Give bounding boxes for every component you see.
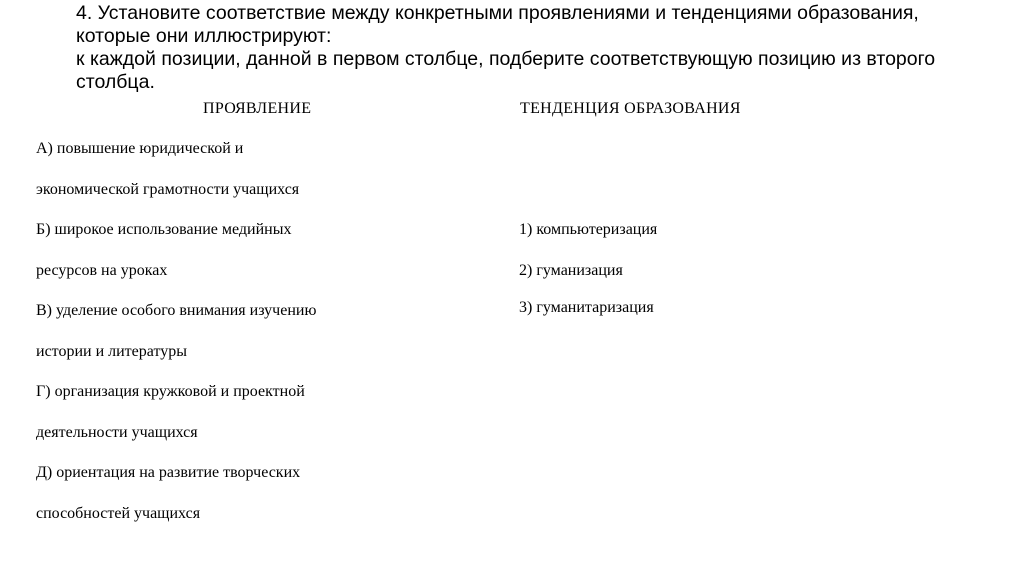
left-item-line: Д) ориентация на развитие творческих <box>36 464 301 481</box>
task-line: 4. Установите соответствие между конкретными проявлениями и тенденциями образования, <box>76 2 919 24</box>
left-item-line: экономической грамотности учащихся <box>36 181 300 198</box>
left-column-header: ПРОЯВЛЕНИЕ <box>203 100 312 117</box>
right-item: 3) гуманитаризация <box>519 299 654 316</box>
task-line: столбца. <box>76 71 155 93</box>
left-item-line: В) уделение особого внимания изучению <box>36 302 317 319</box>
task-statement <box>76 2 976 94</box>
left-item-line: истории и литературы <box>36 343 187 360</box>
left-item-line: ресурсов на уроках <box>36 262 168 279</box>
right-column-header: ТЕНДЕНЦИЯ ОБРАЗОВАНИЯ <box>520 100 741 117</box>
left-item-line: Г) организация кружковой и проектной <box>36 383 305 400</box>
right-item: 1) компьютеризация <box>519 221 658 238</box>
task-line: которые они иллюстрируют: <box>76 25 332 47</box>
task-line: к каждой позиции, данной в первом столбце, подберите соответствующую позицию из второго <box>76 48 936 70</box>
left-item-line: деятельности учащихся <box>36 424 198 441</box>
right-item: 2) гуманизация <box>519 262 623 279</box>
left-item-line: А) повышение юридической и <box>36 140 244 157</box>
left-item-line: Б) широкое использование медийных <box>36 221 292 238</box>
left-item-line: способностей учащихся <box>36 505 201 522</box>
